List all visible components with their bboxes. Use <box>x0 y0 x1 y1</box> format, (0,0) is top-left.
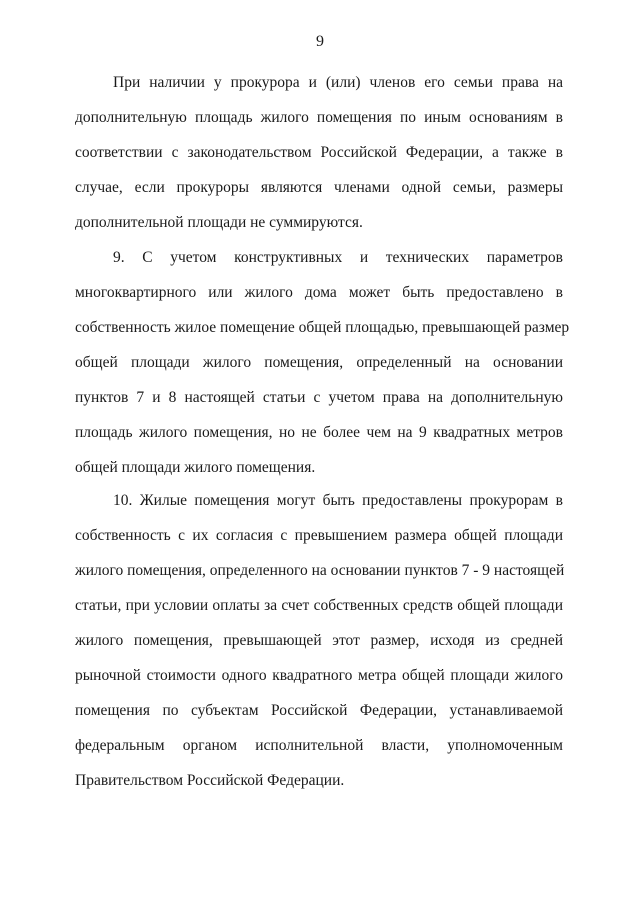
text-line: соответствии с законодательством Российской Федерации, а также в <box>75 144 563 161</box>
text-line: площадь жилого помещения, но не более чем на 9 квадратных метров <box>75 424 563 441</box>
text-line: общей площади жилого помещения. <box>75 459 316 476</box>
text-line: дополнительную площадь жилого помещения по иным основаниям в <box>75 109 563 126</box>
text-line: многоквартирного или жилого дома может быть предоставлено в <box>75 284 563 301</box>
text-line: жилого помещения, определенного на основании пунктов 7 - 9 настоящей <box>75 562 565 579</box>
text-line: федеральным органом исполнительной власти, уполномоченным <box>75 737 563 754</box>
text-line: статьи, при условии оплаты за счет собственных средств общей площади <box>75 597 563 614</box>
text-line: дополнительной площади не суммируются. <box>75 214 363 231</box>
text-line: 9. С учетом конструктивных и технических параметров <box>113 249 563 266</box>
text-line: пунктов 7 и 8 настоящей статьи с учетом права на дополнительную <box>75 389 563 406</box>
text-line: рыночной стоимости одного квадратного метра общей площади жилого <box>75 667 563 684</box>
text-line: жилого помещения, превышающей этот размер, исходя из средней <box>75 632 563 649</box>
text-line: При наличии у прокурора и (или) членов его семьи права на <box>113 74 563 91</box>
page-number: 9 <box>316 33 324 50</box>
text-line: 10. Жилые помещения могут быть предоставлены прокурорам в <box>113 492 563 509</box>
text-line: случае, если прокуроры являются членами одной семьи, размеры <box>75 179 563 196</box>
text-line: Правительством Российской Федерации. <box>75 772 345 789</box>
text-line: общей площади жилого помещения, определенный на основании <box>75 354 563 371</box>
text-line: помещения по субъектам Российской Федерации, устанавливаемой <box>75 702 563 719</box>
text-line: собственность жилое помещение общей площадью, превышающей размер <box>75 319 570 336</box>
text-line: собственность с их согласия с превышением размера общей площади <box>75 527 563 544</box>
